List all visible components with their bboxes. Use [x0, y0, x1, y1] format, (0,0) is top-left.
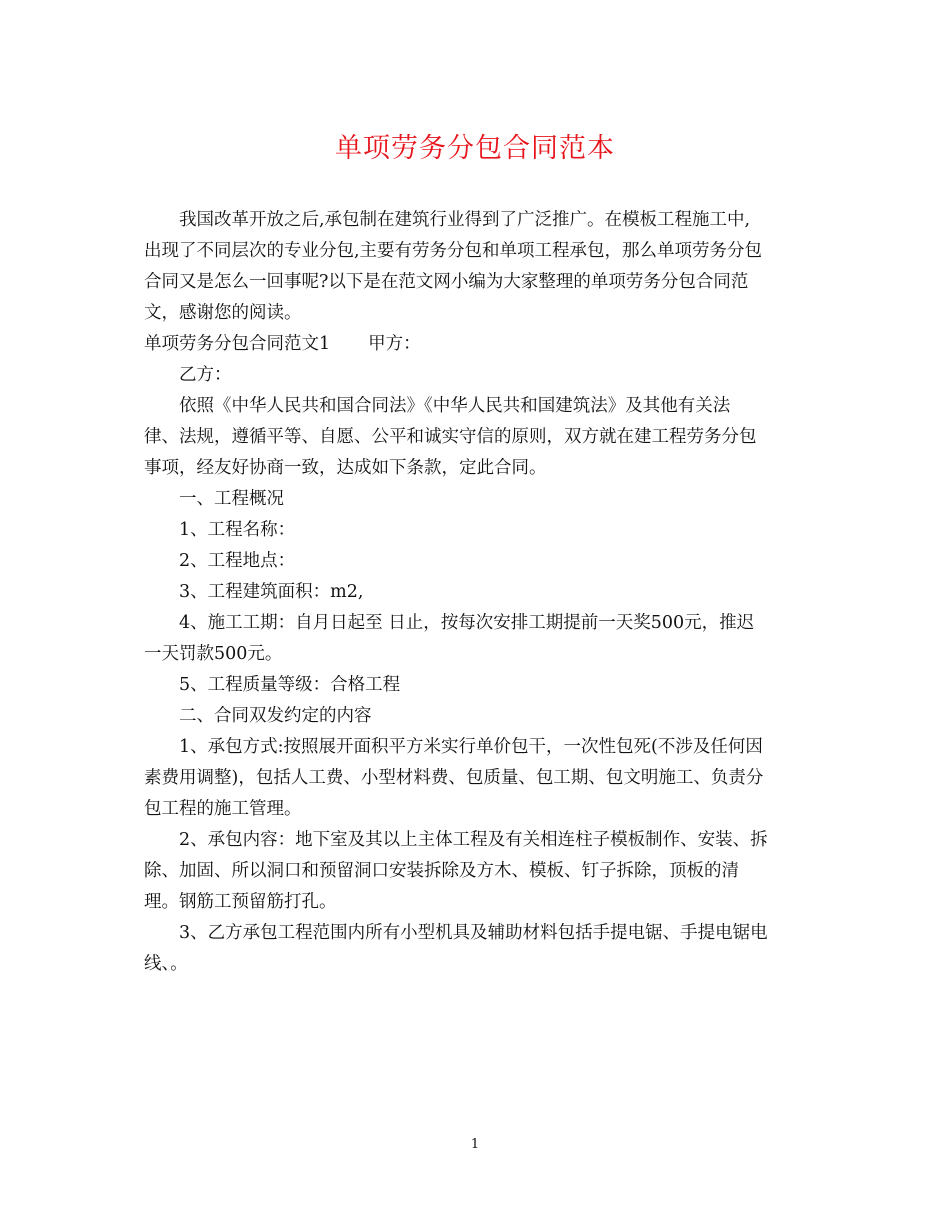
list-item: 1、承包方式:按照展开面积平方米实行单价包干，一次性包死(不涉及任何因 — [179, 737, 763, 757]
section-heading-1: 一、工程概况 — [179, 489, 284, 509]
intro-paragraph-continued — [144, 236, 806, 329]
list-item-continued: 一天罚款500元。 — [144, 644, 283, 664]
intro-paragraph — [144, 205, 806, 236]
sample-heading: 单项劳务分包合同范文1 — [144, 334, 331, 354]
page-number: 1 — [470, 1137, 480, 1152]
document-title: 单项劳务分包合同范本 — [335, 133, 615, 164]
text-line: 事项，经友好协商一致，达成如下条款，定此合同。 — [144, 458, 547, 478]
basis-paragraph-continued — [144, 422, 806, 484]
text-line: 我国改革开放之后,承包制在建筑行业得到了广泛推广。在模板工程施工中, — [179, 210, 751, 230]
text-line: 合同又是怎么一回事呢?以下是在范文网小编为大家整理的单项劳务分包合同范 — [144, 272, 749, 292]
text-line: 文，感谢您的阅读。 — [144, 303, 302, 323]
list-item: 5、工程质量等级：合格工程 — [179, 675, 401, 695]
basis-paragraph — [144, 391, 806, 422]
party-a-label: 甲方： — [368, 334, 421, 354]
list-item: 3、工程建筑面积：m2, — [179, 582, 364, 602]
text-line: 依照《中华人民共和国合同法》《中华人民共和国建筑法》及其他有关法 — [179, 396, 731, 416]
list-item-continued: 素费用调整)，包括人工费、小型材料费、包质量、包工期、包文明施工、负责分 包工程的施工管理。 — [144, 768, 764, 819]
list-item: 2、工程地点： — [179, 551, 296, 571]
text-line: 出现了不同层次的专业分包,主要有劳务分包和单项工程承包，那么单项劳务分包 — [144, 241, 763, 261]
list-item-continued: 除、加固、所以洞口和预留洞口安装拆除及方木、模板、钉子拆除，顶板的清 理。钢筋工预留筋打孔。 — [144, 861, 739, 912]
list-item: 2、承包内容：地下室及其以上主体工程及有关相连柱子模板制作、安装、拆 — [179, 830, 768, 850]
party-b-paragraph — [144, 360, 806, 391]
section-heading-2: 二、合同双发约定的内容 — [179, 706, 372, 726]
list-item: 1、工程名称： — [179, 520, 296, 540]
list-item: 3、乙方承包工程范围内所有小型机具及辅助材料包括手提电锯、手提电锯电 — [179, 923, 768, 943]
list-item: 4、施工工期：自月日起至 日止，按每次安排工期提前一天奖500元，推迟 — [179, 613, 755, 633]
list-item-continued: 线、。 — [144, 954, 188, 974]
party-b-label: 乙方： — [179, 365, 232, 385]
sample-heading-line — [144, 329, 806, 360]
text-line: 律、法规，遵循平等、自愿、公平和诚实守信的原则，双方就在建工程劳务分包 — [144, 427, 757, 447]
document-body — [144, 205, 806, 980]
